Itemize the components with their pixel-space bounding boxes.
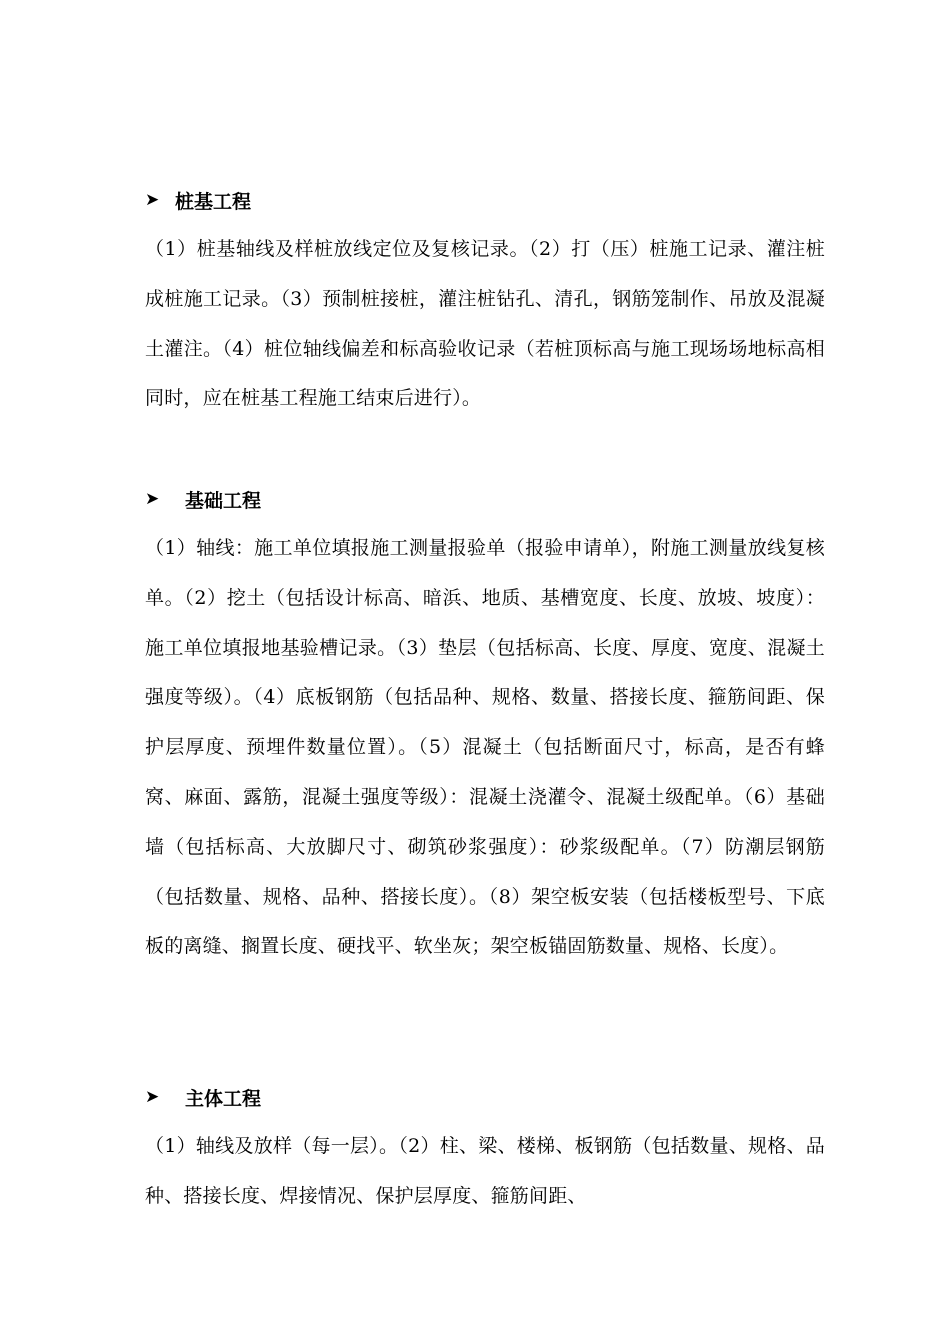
arrow-bullet-icon: ➤ — [145, 1087, 160, 1107]
section-body: （1）桩基轴线及样桩放线定位及复核记录。（2）打（压）桩施工记录、灌注桩成桩施工记录。（3）预制桩接桩，灌注桩钻孔、清孔，钢筋笼制作、吊放及混凝土灌注。（4）桩位轴线偏差和标高验收记录（若桩顶标高与施工现场场地标高相同时，应在桩基工程施工结束后进行）。 — [145, 238, 825, 410]
section-body: （1）轴线：施工单位填报施工测量报验单（报验申请单），附施工测量放线复核单。（2）挖土（包括设计标高、暗浜、地质、基槽宽度、长度、放坡、坡度）：施工单位填报地基验槽记录。（3）垫层（包括标高、长度、厚度、宽度、混凝土强度等级）。（4）底板钢筋（包括品种、规格、数量、搭接长度、箍筋间距、保护层厚度、预埋件数量位置）。（5）混凝土（包括断面尺寸，标高，是否有蜂窝、麻面、露筋，混凝土强度等级）：混凝土浇灌令、混凝土级配单。（6）基础墙（包括标高、大放脚尺寸、砌筑砂浆强度）：砂浆级配单。（7）防潮层钢筋（包括数量、规格、品种、搭接长度）。（8）架空板安装（包括楼板型号、下底板的离缝、搁置长度、硬找平、软坐灰；架空板锚固筋数量、规格、长度）。 — [145, 537, 825, 958]
section-pile-foundation — [145, 175, 825, 424]
section-heading — [145, 474, 825, 524]
section-heading — [145, 1072, 825, 1122]
section-body: （1）轴线及放样（每一层）。（2）柱、梁、楼梯、板钢筋（包括数量、规格、品种、搭接长度、焊接情况、保护层厚度、箍筋间距、 — [145, 1135, 825, 1207]
heading-text: 桩基工程 — [175, 190, 252, 213]
arrow-bullet-icon: ➤ — [145, 190, 160, 210]
heading-text: 主体工程 — [185, 1087, 262, 1110]
arrow-bullet-icon: ➤ — [145, 489, 160, 509]
heading-text: 基础工程 — [185, 489, 262, 512]
section-main-structure — [145, 1072, 825, 1222]
section-foundation — [145, 474, 825, 972]
section-heading — [145, 175, 825, 225]
